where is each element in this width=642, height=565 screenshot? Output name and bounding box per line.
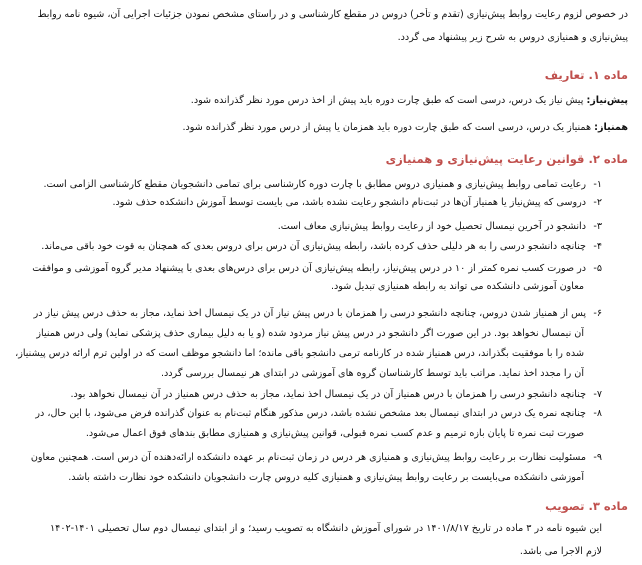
intro-line-1: در خصوص لزوم رعایت روابط پیش‌نیازی (تقدم و تأخر) دروس در مقطع کارشناسی و در راستای مشخص نمودن جزئیات اجرایی آن، شیوه نامه روابط bbox=[37, 9, 628, 20]
rule-item-1: ۱-رعایت تمامی روابط پیش‌نیازی و همنیازی دروس مطابق با چارت دوره کارشناسی برای تمامی دانشجویان مقطع کارشناسی الزامی است. bbox=[43, 179, 602, 190]
rule-item-6-line-3: شده را با موفقیت بگذراند، درس همنیاز شده در کارنامه ترمی دانشجو باقی مانده؛ اما دانشجو موظف است که در اولین ترم ارائه درس پیشنیاز، bbox=[15, 348, 584, 359]
definition-prerequisite bbox=[12, 94, 628, 107]
rule-item-6-line-4: آن را مجدد اخذ نماید. مراتب باید توسط کارشناسان گروه های آموزشی در ابتدای هر نیمسال بررسی گردد. bbox=[160, 368, 584, 379]
prerequisite-term: پیش‌نیاز: bbox=[586, 95, 628, 106]
prerequisite-text: پیش نیاز یک درس، درسی است که طبق چارت دوره باید پیش از اخذ درس مورد نظر گذرانده شود. bbox=[190, 95, 584, 106]
article-1-title: ماده ۱. تعاریف bbox=[544, 68, 628, 82]
rule-item-8-line-2: صورت ثبت نمره تا پایان بازه ترمیم و عدم کسب نمره قبولی، قوانین پیش‌نیازی و همنیازی مطابق بندهای فوق اعمال می‌شود. bbox=[85, 428, 584, 439]
article-2-title: ماده ۲. قوانین رعایت پیش‌نیازی و همنیازی bbox=[385, 152, 628, 166]
rule-item-6-line-2: آن نیمسال نخواهد بود. در این صورت اگر دانشجو در درس پیش نیاز مردود شده (و یا به دلیل بیماری حذف پزشکی نماید) ولی درس همنیاز bbox=[36, 328, 584, 339]
rule-item-4: ۴-چنانچه دانشجو درسی را به هر دلیلی حذف کرده باشد، رابطه پیش‌نیازی آن درس برای دروس بعدی که همچنان به قوت خود باقی می‌ماند. bbox=[41, 241, 602, 252]
rule-item-2: ۲-دروسی که پیش‌نیاز یا همنیاز آن‌ها در ثبت‌نام دانشجو رعایت نشده باشد، می بایست توسط آموزش دانشکده حذف شود. bbox=[112, 197, 602, 208]
approval-line-1: این شیوه نامه در ۳ ماده در تاریخ ۱۴۰۱/۸/۱۷ در شورای آموزش دانشگاه به تصویب رسید؛ و از ابتدای نیمسال دوم سال تحصیلی ۱۴۰۱-۱۴۰۲ bbox=[50, 523, 602, 534]
rule-item-6-line-1: ۶-پس از همنیاز شدن دروس، چنانچه دانشجو درسی را همزمان با درس پیش نیاز آن در یک نیمسال اخذ نماید، مجاز به حذف درس پیش نیاز در bbox=[33, 308, 602, 319]
approval-line-2: لازم الاجرا می باشد. bbox=[519, 546, 602, 557]
corequisite-text: همنیاز یک درس، درسی است که طبق چارت دوره باید همزمان یا پیش از درس مورد نظر گذرانده شود. bbox=[182, 122, 592, 133]
rule-item-5-line-2: معاون آموزشی دانشکده می تواند به رابطه همنیازی تبدیل شود. bbox=[330, 281, 584, 292]
rule-item-9-line-2: آموزشی دانشکده می‌بایست بر رعایت روابط پیش‌نیازی و همنیازی کلیه دروس چارت دانشجویان دانشکده خود نظارت داشته باشد. bbox=[68, 472, 584, 483]
intro-line-2: پیش‌نیازی و همنیازی دروس به شرح زیر پیشنهاد می گردد. bbox=[397, 32, 628, 43]
definition-corequisite bbox=[12, 121, 628, 134]
article-3-title: ماده ۳. تصویب bbox=[545, 499, 628, 513]
rule-item-3: ۳-دانشجو در آخرین نیمسال تحصیل خود از رعایت روابط پیش‌نیازی معاف است. bbox=[277, 221, 602, 232]
rule-item-9-line-1: ۹-مسئولیت نظارت بر رعایت روابط پیش‌نیازی و همنیازی هر درس در زمان ثبت‌نام بر عهده دانشکده ارائه‌دهنده آن درس است. همچنین معاون bbox=[30, 452, 602, 463]
corequisite-term: همنیاز: bbox=[594, 122, 628, 133]
rule-item-5-line-1: ۵-در صورت کسب نمره کمتر از ۱۰ در درس پیش‌نیاز، رابطه پیش‌نیازی آن درس برای درس‌های بعدی با پیشنهاد مدیر گروه آموزشی و موافقت bbox=[32, 263, 602, 274]
rule-item-8-line-1: ۸-چنانچه نمره یک درس در ابتدای نیمسال بعد مشخص نشده باشد، درس مذکور هنگام ثبت‌نام به عنوان گذرانده فرض می‌شود، با این حال، در bbox=[35, 408, 602, 419]
rule-item-7: ۷-چنانچه دانشجو درسی را همزمان با درس همنیاز آن در یک نیمسال اخذ نماید، مجاز به حذف درس همنیاز در آن نیمسال نخواهد بود. bbox=[70, 389, 602, 400]
